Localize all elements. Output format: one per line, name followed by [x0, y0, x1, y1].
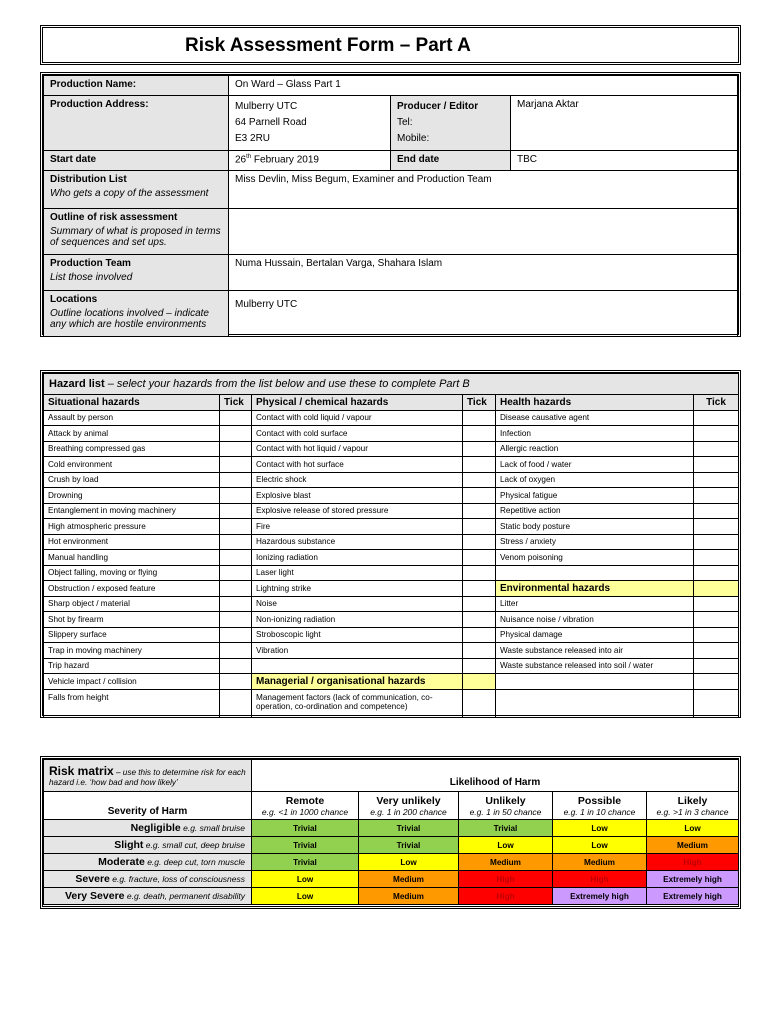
tick-box[interactable] — [694, 441, 739, 457]
managerial-hazards-header: Managerial / organisational hazards — [252, 674, 463, 690]
hazard-item: Allergic reaction — [496, 441, 694, 457]
tick-box[interactable] — [463, 519, 496, 535]
tick-box[interactable] — [463, 457, 496, 473]
tick-box[interactable] — [463, 658, 496, 674]
hazard-item: Vehicle impact / collision — [44, 674, 220, 690]
hazard-item: Entanglement in moving machinery — [44, 503, 220, 519]
hazard-item: Falls from height — [44, 689, 220, 717]
health-hazards-header: Health hazards — [496, 395, 694, 411]
severity-row — [44, 820, 739, 837]
hazard-item: Lack of oxygen — [496, 472, 694, 488]
risk-level-cell: Trivial — [252, 820, 359, 837]
tick-box[interactable] — [463, 643, 496, 659]
hazard-item: Object falling, moving or flying — [44, 565, 220, 581]
risk-level-cell: Low — [553, 837, 647, 854]
tick-box[interactable] — [694, 550, 739, 566]
tick-box[interactable] — [463, 689, 496, 717]
start-date-label: Start date — [44, 151, 229, 171]
hazard-row — [44, 488, 739, 504]
tick-box[interactable] — [694, 410, 739, 426]
hazard-row — [44, 596, 739, 612]
hazard-item: Stroboscopic light — [252, 627, 463, 643]
tick-box[interactable] — [694, 519, 739, 535]
tick-box[interactable] — [220, 674, 252, 690]
hazard-item: Cold environment — [44, 457, 220, 473]
risk-level-cell: Trivial — [359, 837, 459, 854]
address-line: Mulberry UTC — [235, 101, 298, 112]
hazard-row — [44, 658, 739, 674]
risk-level-cell: High — [459, 871, 553, 888]
hazard-row — [44, 612, 739, 628]
severity-title: Severity of Harm — [44, 792, 252, 820]
tick-box[interactable] — [463, 550, 496, 566]
tick-header: Tick — [463, 395, 496, 411]
tick-header: Tick — [694, 395, 739, 411]
hazard-item: Explosive blast — [252, 488, 463, 504]
hazard-item: Hot environment — [44, 534, 220, 550]
tick-box[interactable] — [694, 658, 739, 674]
producer-editor-value[interactable]: Marjana Aktar — [511, 96, 738, 151]
physical-chemical-hazards-header: Physical / chemical hazards — [252, 395, 463, 411]
environmental-hazards-header: Environmental hazards — [496, 581, 694, 597]
hazard-row — [44, 689, 739, 717]
producer-editor-label: Producer / Editor Tel: Mobile: — [391, 96, 511, 151]
likelihood-column-header: Unlikely e.g. 1 in 50 chance — [459, 792, 553, 820]
tick-box[interactable] — [220, 503, 252, 519]
hazard-item: Venom poisoning — [496, 550, 694, 566]
tick-box[interactable] — [220, 488, 252, 504]
risk-level-cell: Extremely high — [553, 888, 647, 905]
risk-level-cell: Medium — [359, 888, 459, 905]
tick-box[interactable] — [220, 441, 252, 457]
hazard-row — [44, 565, 739, 581]
likelihood-column-header: Possible e.g. 1 in 10 chance — [553, 792, 647, 820]
tick-box[interactable] — [463, 612, 496, 628]
tick-box[interactable] — [220, 426, 252, 442]
address-line: E3 2RU — [235, 133, 271, 144]
tick-box[interactable] — [463, 596, 496, 612]
tick-box[interactable] — [220, 534, 252, 550]
tick-box[interactable] — [220, 519, 252, 535]
tick-box[interactable] — [463, 503, 496, 519]
hazard-item: Attack by animal — [44, 426, 220, 442]
hazard-item: Nuisance noise / vibration — [496, 612, 694, 628]
end-date-label: End date — [391, 151, 511, 171]
hazard-item: Disease causative agent — [496, 410, 694, 426]
hazard-row — [44, 410, 739, 426]
tick-box[interactable] — [463, 565, 496, 581]
tick-box[interactable] — [694, 457, 739, 473]
mobile-label: Mobile: — [397, 133, 430, 144]
tick-box[interactable] — [220, 457, 252, 473]
risk-matrix-section — [40, 756, 741, 909]
hazard-item: Waste substance released into soil / water — [496, 658, 694, 674]
production-name-label: Production Name: — [44, 76, 229, 96]
tick-box[interactable] — [463, 488, 496, 504]
risk-level-cell: Medium — [359, 871, 459, 888]
address-line: 64 Parnell Road — [235, 117, 307, 128]
tick-box[interactable] — [694, 472, 739, 488]
risk-level-cell: Low — [359, 854, 459, 871]
tick-box[interactable] — [694, 581, 739, 597]
risk-level-cell: Low — [459, 837, 553, 854]
tick-box[interactable] — [694, 503, 739, 519]
production-name-value[interactable]: On Ward – Glass Part 1 — [229, 76, 738, 96]
hazard-item: Electric shock — [252, 472, 463, 488]
hazard-item: Trip hazard — [44, 658, 220, 674]
hazard-item: Drowning — [44, 488, 220, 504]
tick-box[interactable] — [694, 488, 739, 504]
hazard-row — [44, 643, 739, 659]
hazard-item: Non-ionizing radiation — [252, 612, 463, 628]
risk-level-cell: Medium — [459, 854, 553, 871]
hazard-item: High atmospheric pressure — [44, 519, 220, 535]
hazard-item — [252, 658, 463, 674]
hazard-item: Physical fatigue — [496, 488, 694, 504]
tick-box[interactable] — [220, 410, 252, 426]
hazard-item: Trap in moving machinery — [44, 643, 220, 659]
tick-box[interactable] — [220, 550, 252, 566]
risk-level-cell: High — [553, 871, 647, 888]
tick-box[interactable] — [694, 674, 739, 690]
hazard-item: Breathing compressed gas — [44, 441, 220, 457]
hazard-item: Slippery surface — [44, 627, 220, 643]
hazard-row — [44, 472, 739, 488]
hazard-item: Waste substance released into air — [496, 643, 694, 659]
risk-matrix-title: Risk matrix — [49, 764, 114, 778]
production-address-label: Production Address: — [44, 96, 229, 151]
severity-row — [44, 871, 739, 888]
hazard-list-title: Hazard list – select your hazards from the list below and use these to complete Part B — [44, 374, 739, 395]
tick-box[interactable] — [463, 441, 496, 457]
hazard-list-section — [40, 370, 741, 718]
risk-level-cell: Low — [252, 871, 359, 888]
hazard-item — [496, 689, 694, 717]
hazard-row — [44, 519, 739, 535]
risk-level-cell: Trivial — [459, 820, 553, 837]
hazard-item: Contact with hot surface — [252, 457, 463, 473]
hazard-item: Lack of food / water — [496, 457, 694, 473]
hazard-row — [44, 581, 739, 597]
hazard-item — [496, 674, 694, 690]
tick-box[interactable] — [694, 426, 739, 442]
tick-box[interactable] — [463, 426, 496, 442]
outline-value[interactable] — [229, 209, 738, 255]
outline-label: Outline of risk assessment Summary of what is proposed in terms of sequences and set ups. — [44, 209, 229, 255]
hazard-list-subtitle: – select your hazards from the list below and use these to complete Part B — [104, 378, 470, 390]
tick-box[interactable] — [220, 612, 252, 628]
production-details-table — [43, 75, 738, 337]
tick-box[interactable] — [220, 658, 252, 674]
hazard-row — [44, 457, 739, 473]
hazard-item: Shot by firearm — [44, 612, 220, 628]
severity-label: Very Severe e.g. death, permanent disability — [44, 888, 252, 905]
tick-box[interactable] — [463, 472, 496, 488]
tick-box[interactable] — [694, 534, 739, 550]
hazard-item: Obstruction / exposed feature — [44, 581, 220, 597]
outline-hint: Summary of what is proposed in terms of sequences and set ups. — [50, 226, 221, 248]
tick-box[interactable] — [694, 643, 739, 659]
severity-row — [44, 888, 739, 905]
tick-box[interactable] — [694, 627, 739, 643]
start-date-value[interactable]: 26th February 2019 — [229, 151, 391, 171]
production-team-label: Production Team List those involved — [44, 255, 229, 291]
locations-label: Locations Outline locations involved – indicate any which are hostile environments — [44, 291, 229, 337]
hazard-item: Assault by person — [44, 410, 220, 426]
hazard-item: Sharp object / material — [44, 596, 220, 612]
severity-label: Slight e.g. small cut, deep bruise — [44, 837, 252, 854]
distribution-list-label: Distribution List Who gets a copy of the assessment — [44, 171, 229, 209]
hazard-row — [44, 627, 739, 643]
hazard-item: Infection — [496, 426, 694, 442]
production-team-hint: List those involved — [50, 272, 133, 283]
risk-level-cell: High — [459, 888, 553, 905]
severity-label: Negligible e.g. small bruise — [44, 820, 252, 837]
risk-matrix-intro: Risk matrix – use this to determine risk for each hazard i.e. ‘how bad and how likely’ — [44, 760, 252, 792]
tick-box[interactable] — [220, 643, 252, 659]
tick-box[interactable] — [694, 612, 739, 628]
hazard-item: Stress / anxiety — [496, 534, 694, 550]
likelihood-column-header: Very unlikely e.g. 1 in 200 chance — [359, 792, 459, 820]
hazard-row — [44, 550, 739, 566]
production-team-value[interactable]: Numa Hussain, Bertalan Varga, Shahara Islam — [229, 255, 738, 291]
tick-box[interactable] — [463, 534, 496, 550]
risk-level-cell: Trivial — [252, 837, 359, 854]
likelihood-column-header: Likely e.g. >1 in 3 chance — [647, 792, 739, 820]
production-details-section — [40, 72, 741, 337]
hazard-item: Crush by load — [44, 472, 220, 488]
tick-box[interactable] — [220, 581, 252, 597]
risk-matrix-table — [43, 759, 739, 905]
tick-box[interactable] — [694, 596, 739, 612]
tick-box[interactable] — [220, 689, 252, 717]
form-title: Risk Assessment Form – Part A — [185, 35, 471, 56]
risk-level-cell: Low — [553, 820, 647, 837]
hazard-item: Noise — [252, 596, 463, 612]
likelihood-title: Likelihood of Harm — [252, 760, 739, 792]
hazard-item: Hazardous substance — [252, 534, 463, 550]
tick-box[interactable] — [220, 472, 252, 488]
tick-box[interactable] — [463, 581, 496, 597]
hazard-item: Vibration — [252, 643, 463, 659]
tick-header: Tick — [220, 395, 252, 411]
severity-label: Moderate e.g. deep cut, torn muscle — [44, 854, 252, 871]
risk-level-cell: Low — [647, 820, 739, 837]
risk-level-cell: Extremely high — [647, 871, 739, 888]
tick-box[interactable] — [463, 410, 496, 426]
tick-box[interactable] — [463, 627, 496, 643]
likelihood-column-header: Remote e.g. <1 in 1000 chance — [252, 792, 359, 820]
risk-level-cell: Extremely high — [647, 888, 739, 905]
locations-value[interactable]: Mulberry UTC — [229, 291, 738, 337]
hazard-item: Contact with cold surface — [252, 426, 463, 442]
hazard-item: Explosive release of stored pressure — [252, 503, 463, 519]
severity-row — [44, 854, 739, 871]
risk-level-cell: High — [647, 854, 739, 871]
risk-level-cell: Low — [252, 888, 359, 905]
hazard-row — [44, 503, 739, 519]
tick-box[interactable] — [694, 565, 739, 581]
risk-level-cell: Medium — [647, 837, 739, 854]
tick-box[interactable] — [694, 689, 739, 717]
hazard-item: Management factors (lack of communication, co-operation, co-ordination and competence) — [252, 689, 463, 717]
hazard-item: Physical damage — [496, 627, 694, 643]
tick-box[interactable] — [220, 627, 252, 643]
risk-level-cell: Medium — [553, 854, 647, 871]
hazard-row — [44, 674, 739, 690]
tel-label: Tel: — [397, 117, 413, 128]
form-title-box — [40, 25, 741, 65]
hazard-item: Static body posture — [496, 519, 694, 535]
hazard-item: Litter — [496, 596, 694, 612]
hazard-item: Contact with hot liquid / vapour — [252, 441, 463, 457]
severity-label: Severe e.g. fracture, loss of consciousness — [44, 871, 252, 888]
end-date-value[interactable]: TBC — [511, 151, 738, 171]
hazard-item: Contact with cold liquid / vapour — [252, 410, 463, 426]
hazard-item — [496, 565, 694, 581]
hazard-row — [44, 426, 739, 442]
hazard-item: Fire — [252, 519, 463, 535]
locations-hint: Outline locations involved – indicate any which are hostile environments — [50, 308, 209, 330]
hazard-row — [44, 534, 739, 550]
hazard-item: Lightning strike — [252, 581, 463, 597]
tick-box[interactable] — [220, 565, 252, 581]
hazard-item: Manual handling — [44, 550, 220, 566]
hazard-item: Repetitive action — [496, 503, 694, 519]
tick-box[interactable] — [463, 674, 496, 690]
distribution-hint: Who gets a copy of the assessment — [50, 188, 209, 199]
hazard-row — [44, 441, 739, 457]
severity-row — [44, 837, 739, 854]
risk-level-cell: Trivial — [359, 820, 459, 837]
risk-level-cell: Trivial — [252, 854, 359, 871]
hazard-list-table — [43, 373, 739, 718]
hazard-item: Ionizing radiation — [252, 550, 463, 566]
situational-hazards-header: Situational hazards — [44, 395, 220, 411]
hazard-item: Laser light — [252, 565, 463, 581]
distribution-list-value[interactable]: Miss Devlin, Miss Begum, Examiner and Production Team — [229, 171, 738, 209]
production-address-value[interactable] — [229, 96, 391, 151]
tick-box[interactable] — [220, 596, 252, 612]
